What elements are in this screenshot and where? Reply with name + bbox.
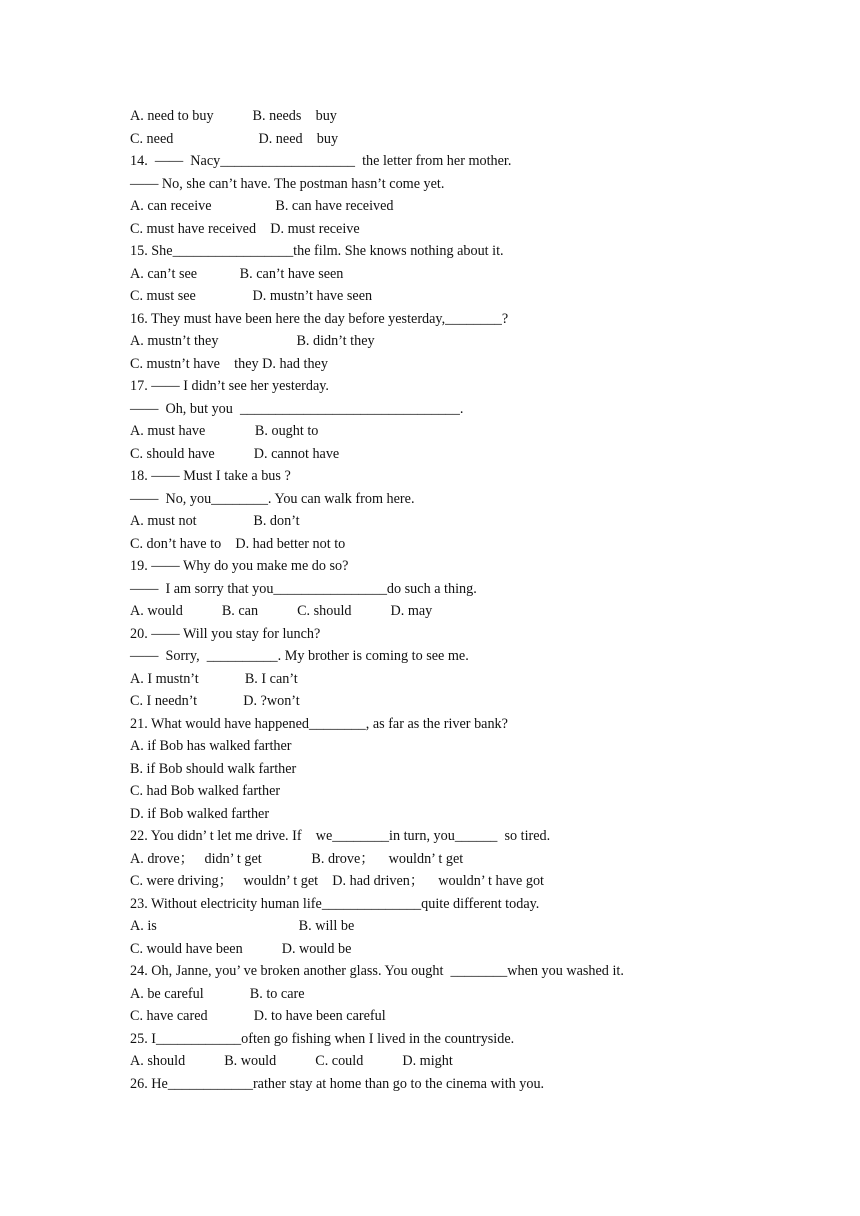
question-26: 26. He____________rather stay at home than go to the cinema with you. bbox=[130, 1075, 545, 1092]
text-line: C. had Bob walked farther bbox=[130, 783, 281, 799]
question-20: 20. —— Will you stay for lunch? bbox=[130, 625, 321, 642]
text-line: C. must see D. mustn’t have seen bbox=[130, 288, 373, 304]
text-line: B. if Bob should walk farther bbox=[130, 760, 297, 777]
text-line: C. don’t have to D. had better not to bbox=[130, 535, 346, 552]
text-line: A. I mustn’t B. I can’t bbox=[130, 670, 298, 687]
question-14: 14. —— Nacy___________________ the letter from her mother. bbox=[130, 153, 512, 169]
text-line: C. were driving； wouldn’ t get D. had driven； wouldn’ t have got bbox=[130, 873, 544, 889]
question-21: 21. What would have happened________, as far as the river bank? bbox=[130, 715, 508, 732]
text-line: —— Oh, but you _______________________________. bbox=[130, 400, 464, 417]
text-line: A. drove； didn’ t get B. drove； wouldn’ t get bbox=[130, 850, 464, 867]
question-16: 16. They must have been here the day before yesterday,________? bbox=[130, 310, 509, 327]
text-line: A. must have B. ought to bbox=[130, 423, 319, 439]
text-line: A. can receive B. can have received bbox=[130, 198, 394, 214]
text-line: A. need to buy B. needs buy bbox=[130, 108, 337, 124]
text-line: A. if Bob has walked farther bbox=[130, 738, 292, 754]
text-line: C. need D. need buy bbox=[130, 130, 339, 147]
text-line: C. would have been D. would be bbox=[130, 940, 352, 957]
text-line: A. must not B. don’t bbox=[130, 513, 300, 529]
text-line: C. mustn’t have they D. had they bbox=[130, 355, 328, 372]
text-line: A. can’t see B. can’t have seen bbox=[130, 265, 344, 282]
text-line: —— Sorry, __________. My brother is coming to see me. bbox=[130, 648, 469, 664]
question-24: 24. Oh, Janne, you’ ve broken another glass. You ought ________when you washed it. bbox=[130, 963, 624, 979]
text-line: —— I am sorry that you________________do such a thing. bbox=[130, 580, 477, 597]
question-15: 15. She_________________the film. She knows nothing about it. bbox=[130, 243, 504, 259]
text-line: C. must have received D. must receive bbox=[130, 220, 360, 237]
text-line: A. mustn’t they B. didn’t they bbox=[130, 333, 375, 349]
text-line: C. should have D. cannot have bbox=[130, 445, 340, 462]
question-22: 22. You didn’ t let me drive. If we________in turn, you______ so tired. bbox=[130, 828, 551, 844]
text-line: C. have cared D. to have been careful bbox=[130, 1008, 386, 1024]
text-line: A. is B. will be bbox=[130, 918, 355, 934]
text-line: —— No, she can’t have. The postman hasn’t come yet. bbox=[130, 175, 445, 192]
text-line: A. should B. would C. could D. might bbox=[130, 1053, 453, 1069]
text-line: A. would B. can C. should D. may bbox=[130, 603, 433, 619]
question-17: 17. —— I didn’t see her yesterday. bbox=[130, 378, 329, 394]
text-line: D. if Bob walked farther bbox=[130, 805, 270, 822]
exercise-page bbox=[130, 105, 770, 1095]
text-line: —— No, you________. You can walk from here. bbox=[130, 490, 415, 507]
question-25: 25. I____________often go fishing when I lived in the countryside. bbox=[130, 1030, 515, 1047]
question-19: 19. —— Why do you make me do so? bbox=[130, 558, 349, 574]
question-18: 18. —— Must I take a bus ? bbox=[130, 468, 291, 484]
question-23: 23. Without electricity human life______________quite different today. bbox=[130, 895, 540, 912]
text-line: C. I needn’t D. ?won’t bbox=[130, 693, 300, 709]
text-line: A. be careful B. to care bbox=[130, 985, 305, 1002]
